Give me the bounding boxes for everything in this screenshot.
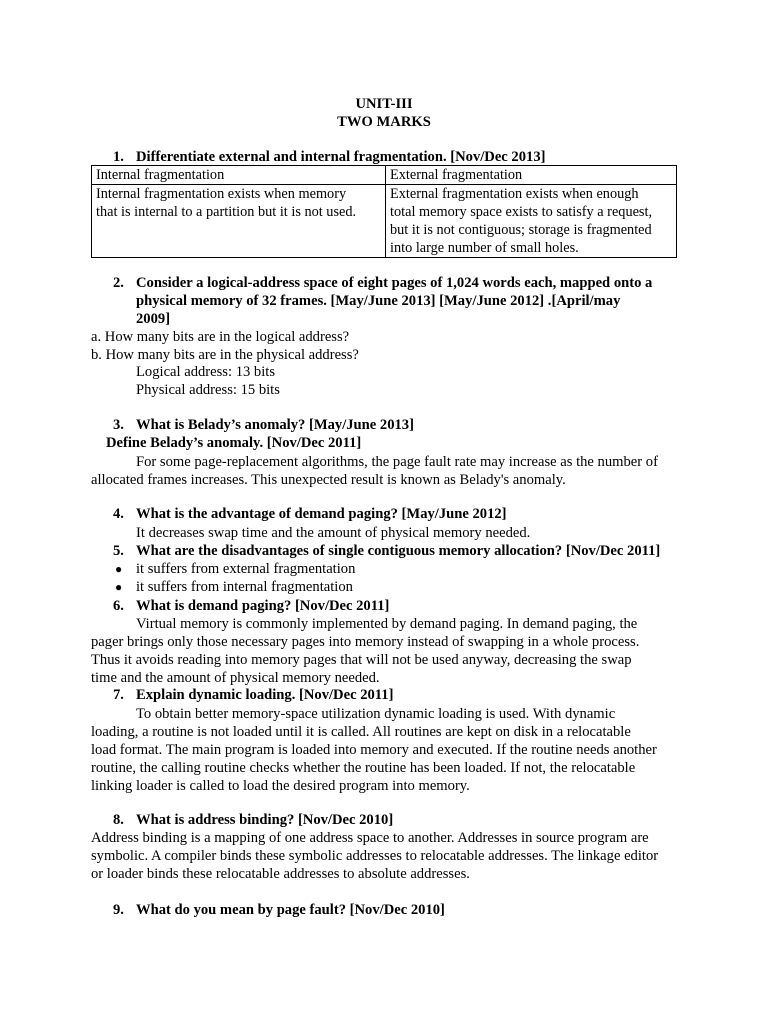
fragmentation-table [91,165,677,258]
q3-body-line: For some page-replacement algorithms, the page fault rate may increase as the number of [136,454,658,470]
q1-number: 1. [113,149,124,165]
q3-title: What is Belady’s anomaly? [May/June 2013] [136,417,414,433]
q2-number: 2. [113,275,124,291]
q7-body-line: To obtain better memory-space utilization dynamic loading is used. With dynamic [136,706,616,722]
external-definition-line: but it is not contiguous; storage is fragmented [390,222,652,238]
q5-number: 5. [113,543,124,559]
q9-number: 9. [113,902,124,918]
q5-title: What are the disadvantages of single contiguous memory allocation? [Nov/Dec 2011] [136,543,661,559]
q4-number: 4. [113,506,124,522]
q2-title-line: physical memory of 32 frames. [May/June 2013] [May/June 2012] .[April/may [136,293,621,309]
q8-body-line: Address binding is a mapping of one address space to another. Addresses in source program are [91,830,649,846]
q6-body-line: Virtual memory is commonly implemented by demand paging. In demand paging, the [136,616,638,632]
q7-body-line: loading, a routine is not loaded until it is called. All routines are kept on disk in a relocatable [91,724,631,740]
q8-number: 8. [113,812,124,828]
q8-body-line: symbolic. A compiler binds these symbolic addresses to relocatable addresses. The linkage editor [91,848,659,864]
q5-list-item: it suffers from external fragmentation [136,561,356,577]
q4-body: It decreases swap time and the amount of physical memory needed. [136,525,531,541]
internal-definition-line: Internal fragmentation exists when memory [96,186,347,202]
q9-title: What do you mean by page fault? [Nov/Dec 2010] [136,902,445,918]
table-row [92,185,677,258]
unit-heading: UNIT-III [355,96,413,112]
table-header-external: External fragmentation [386,166,677,185]
q7-body-line: load format. The main program is loaded into memory and executed. If the routine needs another [91,742,657,758]
external-definition-line: into large number of small holes. [390,240,579,256]
q2-part-a: a. How many bits are in the logical address? [91,329,350,345]
q1-title: Differentiate external and internal fragmentation. [Nov/Dec 2013] [136,149,546,165]
q4-title: What is the advantage of demand paging? [May/June 2012] [136,506,507,522]
q7-body-line: linking loader is called to load the desired program into memory. [91,778,470,794]
q2-title-line: Consider a logical-address space of eight pages of 1,024 words each, mapped onto a [136,275,653,291]
bullet-icon: ● [115,580,123,594]
q6-title: What is demand paging? [Nov/Dec 2011] [136,598,390,614]
q5-list-item: it suffers from internal fragmentation [136,579,353,595]
bullet-icon: ● [115,562,123,576]
q2-part-b: b. How many bits are in the physical address? [91,347,359,363]
q2-answer-physical: Physical address: 15 bits [136,382,280,398]
q7-title: Explain dynamic loading. [Nov/Dec 2011] [136,687,394,703]
q7-body-line: routine, the calling routine checks whether the routine has been loaded. If not, the relocatable [91,760,636,776]
q6-body-line: time and the amount of physical memory needed. [91,670,380,686]
q2-answer-logical: Logical address: 13 bits [136,364,276,380]
q7-number: 7. [113,687,124,703]
internal-definition-line: that is internal to a partition but it is not used. [96,204,357,220]
q8-body-line: or loader binds these relocatable addresses to absolute addresses. [91,866,470,882]
q2-title-line: 2009] [136,311,171,327]
two-marks-heading: TWO MARKS [337,114,431,130]
q6-body-line: Thus it avoids reading into memory pages that will not be used anyway, decreasing the swap [91,652,632,668]
q3-body-line: allocated frames increases. This unexpected result is known as Belady's anomaly. [91,472,566,488]
external-definition-cell [386,185,677,258]
q3-number: 3. [113,417,124,433]
internal-definition-cell [92,185,386,258]
table-header-internal: Internal fragmentation [92,166,386,185]
q8-title: What is address binding? [Nov/Dec 2010] [136,812,394,828]
q6-number: 6. [113,598,124,614]
q6-body-line: pager brings only those necessary pages into memory instead of swapping in a whole process. [91,634,640,650]
external-definition-line: External fragmentation exists when enough [390,186,639,202]
table-header-row [92,166,677,185]
external-definition-line: total memory space exists to satisfy a request, [390,204,653,220]
q3-subtitle: Define Belady’s anomaly. [Nov/Dec 2011] [106,435,362,451]
